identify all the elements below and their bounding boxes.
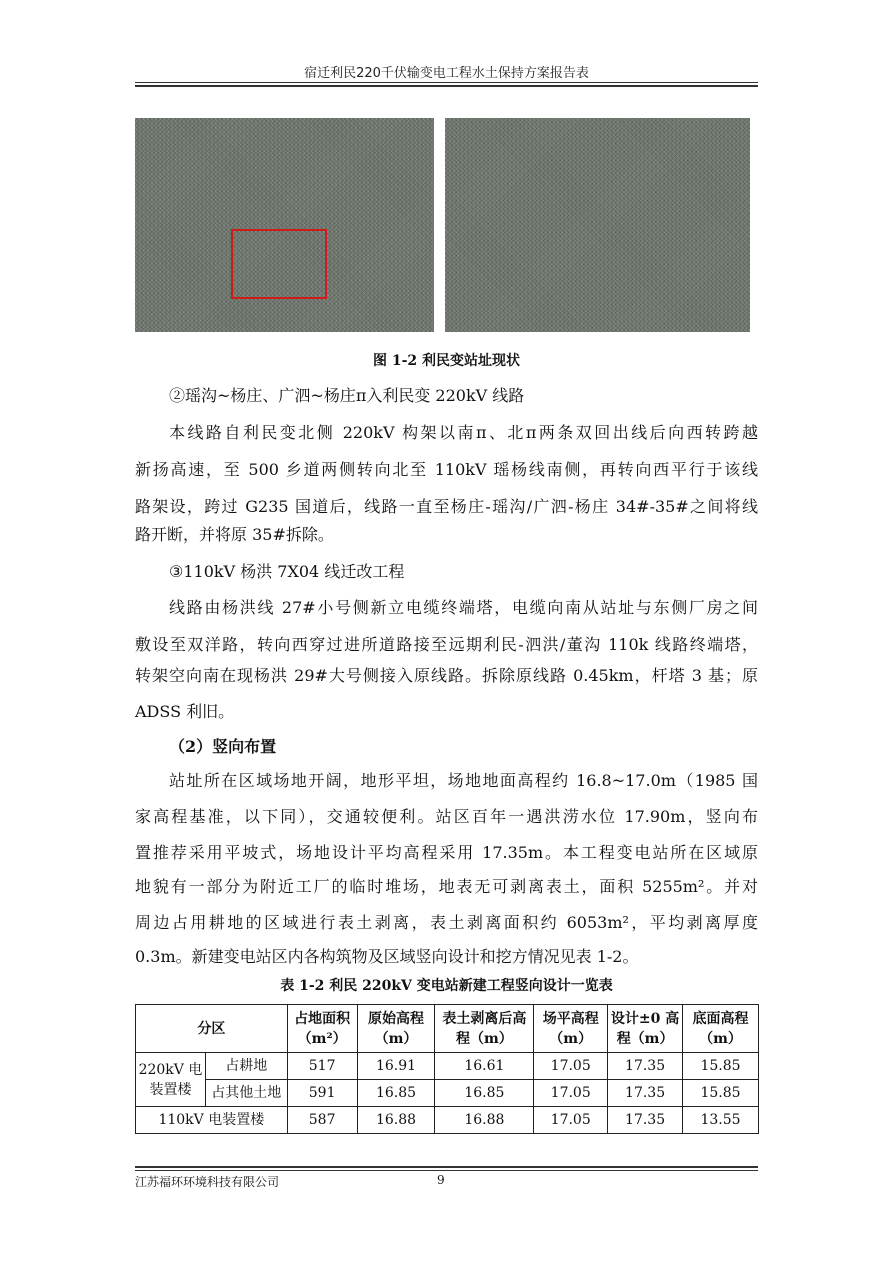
- cell-bottom: 13.55: [683, 1107, 759, 1134]
- table-row: [136, 1107, 759, 1134]
- cell-bottom: 15.85: [683, 1080, 759, 1107]
- table-header-row: [136, 1005, 759, 1053]
- paragraph-line: 转架空向南在现杨洪 29#大号侧接入原线路。拆除原线路 0.45km，杆塔 3 基；原: [135, 666, 758, 685]
- paragraph-line: 路开断，并将原 35#拆除。: [135, 525, 334, 544]
- group-220kv-building: [136, 1053, 206, 1107]
- cell-area: 591: [287, 1080, 357, 1107]
- cell-strip: 16.85: [435, 1080, 534, 1107]
- paragraph-line: 线路由杨洪线 27#小号侧新立电缆终端塔，电缆向南从站址与东侧厂房之间: [169, 598, 758, 617]
- header-rule-thick: [135, 85, 758, 87]
- cell-strip: 16.88: [435, 1107, 534, 1134]
- cell-design: 17.35: [608, 1080, 683, 1107]
- cell-area: 587: [287, 1107, 357, 1134]
- table-row: [136, 1053, 759, 1080]
- page-number: 9: [437, 1173, 445, 1187]
- table-caption: 表 1-2 利民 220kV 变电站新建工程竖向设计一览表: [280, 978, 613, 994]
- site-photo-ground: [445, 118, 750, 332]
- cell-sub: 占耕地: [205, 1053, 287, 1080]
- paragraph-line: 敷设至双洋路，转向西穿过进所道路接至远期利民-泗洪/董沟 110k 线路终端塔，: [135, 635, 758, 654]
- header-area-line1: 占地面积: [294, 1010, 351, 1027]
- header-level-line1: 场平高程: [542, 1010, 599, 1027]
- site-photo-aerial: [135, 118, 434, 332]
- paragraph-line: 置推荐采用平坡式，场地设计平均高程采用 17.35m。本工程变电站所在区域原: [135, 843, 758, 862]
- group-label-line2: 装置楼: [149, 1081, 192, 1098]
- paragraph-line: 本线路自利民变北侧 220kV 构架以南π、北π两条双回出线后向西转跨越: [169, 423, 758, 442]
- cell-orig: 16.85: [357, 1080, 435, 1107]
- header-zone: 分区: [136, 1005, 288, 1053]
- cell-area: 517: [287, 1053, 357, 1080]
- cell-bottom: 15.85: [683, 1053, 759, 1080]
- paragraph-line: 地貌有一部分为附近工厂的临时堆场，地表无可剥离表土，面积 5255m²。并对: [135, 877, 758, 896]
- cell-design: 17.35: [608, 1053, 683, 1080]
- vertical-design-table: [135, 1004, 759, 1134]
- paragraph-line: 0.3m。新建变电站区内各构筑物及区域竖向设计和挖方情况见表 1-2。: [135, 947, 639, 966]
- cell-level: 17.05: [534, 1080, 608, 1107]
- cell-orig: 16.88: [357, 1107, 435, 1134]
- header-bottom-line1: 底面高程: [692, 1010, 749, 1027]
- cell-orig: 16.91: [357, 1053, 435, 1080]
- header-original-elevation: [357, 1005, 435, 1053]
- section-heading-vertical-layout: （2）竖向布置: [169, 737, 277, 756]
- cell-level: 17.05: [534, 1053, 608, 1080]
- header-design-elevation: [608, 1005, 683, 1053]
- footer-rule: [135, 1170, 758, 1171]
- header-level-elevation: [534, 1005, 608, 1053]
- header-bottom-line2: （m）: [699, 1030, 742, 1047]
- paragraph-line: 家高程基准，以下同），交通较便利。站区百年一遇洪涝水位 17.90m，竖向布: [135, 807, 758, 826]
- section-heading-line-3: ③110kV 杨洪 7X04 线迁改工程: [169, 562, 405, 581]
- header-strip-line2: 程（m）: [455, 1030, 513, 1047]
- header-design-line1: 设计±0 高: [610, 1010, 680, 1027]
- header-orig-line1: 原始高程: [368, 1010, 425, 1027]
- header-area-line2: （m²）: [297, 1030, 347, 1047]
- cell-name: 110kV 电装置楼: [136, 1107, 288, 1134]
- site-location-marker: [231, 229, 327, 299]
- header-area: [287, 1005, 357, 1053]
- header-bottom-elevation: [683, 1005, 759, 1053]
- header-rule: [135, 82, 758, 83]
- figure-caption: 图 1-2 利民变站址现状: [372, 353, 521, 369]
- header-orig-line2: （m）: [374, 1030, 418, 1047]
- section-heading-line-2: ②瑶沟~杨庄、广泗~杨庄π入利民变 220kV 线路: [169, 386, 525, 405]
- cell-design: 17.35: [608, 1107, 683, 1134]
- group-label-line1: 220kV 电: [138, 1061, 203, 1078]
- header-level-line2: （m）: [549, 1030, 593, 1047]
- table-row: [136, 1080, 759, 1107]
- cell-strip: 16.61: [435, 1053, 534, 1080]
- cell-sub: 占其他土地: [205, 1080, 287, 1107]
- footer-rule-thick: [135, 1166, 758, 1168]
- paragraph-line: 站址所在区域场地开阔，地形平坦，场地地面高程约 16.8~17.0m（1985 国: [169, 771, 758, 790]
- page-header-title: 宿迁利民220千伏输变电工程水土保持方案报告表: [304, 66, 589, 81]
- paragraph-line: 周边占用耕地的区域进行表土剥离，表土剥离面积约 6053m²，平均剥离厚度: [135, 913, 758, 932]
- header-design-line2: 程（m）: [616, 1030, 674, 1047]
- paragraph-line: 路架设，跨过 G235 国道后，线路一直至杨庄-瑶沟/广泗-杨庄 34#-35#之间将线: [135, 497, 758, 516]
- cell-level: 17.05: [534, 1107, 608, 1134]
- footer-company-name: 江苏福环环境科技有限公司: [135, 1175, 280, 1189]
- paragraph-line: 新扬高速，至 500 乡道两侧转向北至 110kV 瑶杨线南侧，再转向西平行于该线: [135, 460, 758, 479]
- header-stripped-elevation: [435, 1005, 534, 1053]
- header-strip-line1: 表土剥离后高: [442, 1010, 527, 1027]
- paragraph-line: ADSS 利旧。: [135, 702, 235, 721]
